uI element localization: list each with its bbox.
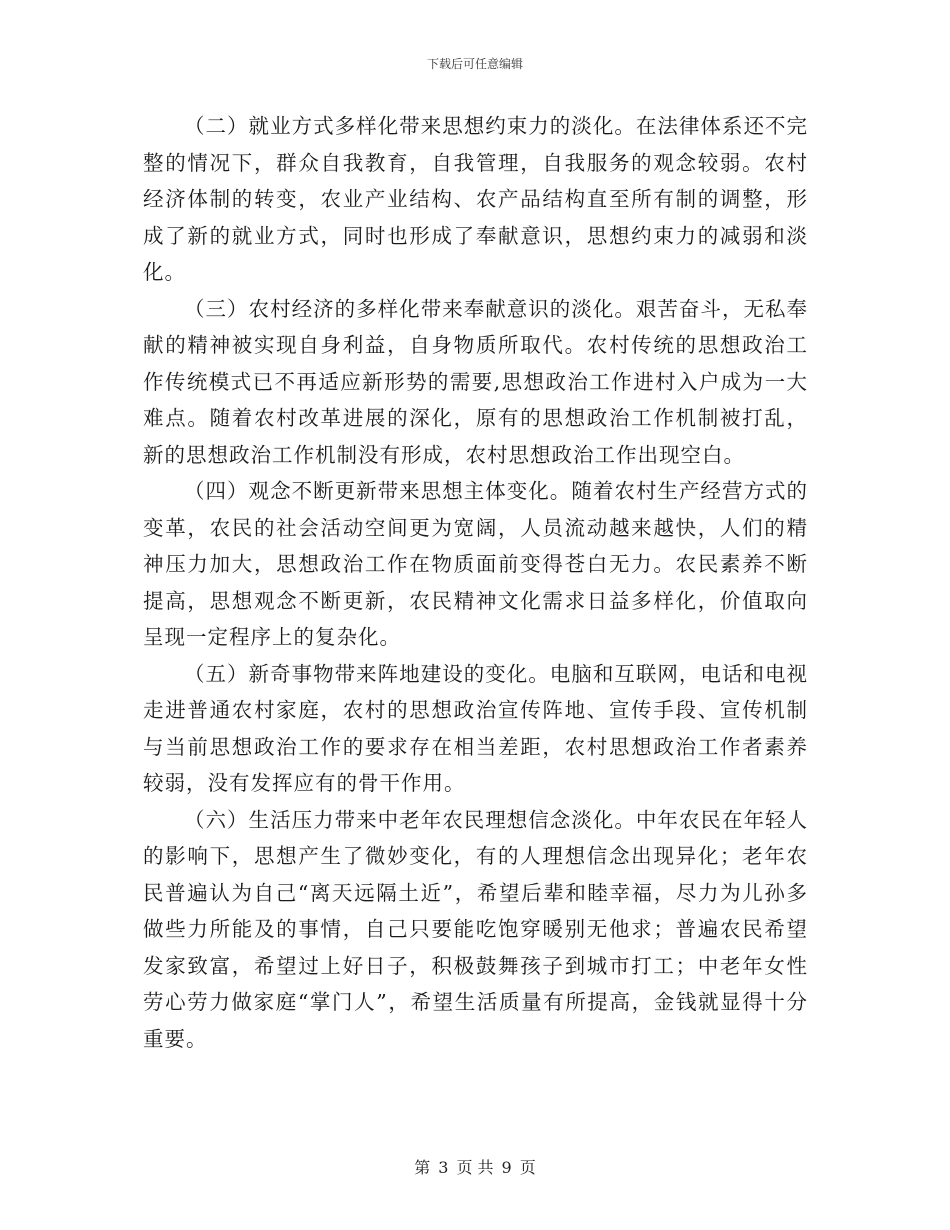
- footer-middle: 页 共: [456, 1158, 494, 1177]
- paragraph-5: （五）新奇事物带来阵地建设的变化。电脑和互联网，电话和电视走进普通农村家庭，农村的思想政治宣传阵地、宣传手段、宣传机制与当前思想政治工作的要求存在相当差距，农村思想政治工作者素养较弱，没有发挥应有的骨干作用。: [143, 661, 808, 795]
- paragraph-4: （四）观念不断更新带来思想主体变化。随着农村生产经营方式的变革，农民的社会活动空间更为宽阔，人员流动越来越快，人们的精神压力加大，思想政治工作在物质面前变得苍白无力。农民素养不断提高，思想观念不断更新，农民精神文化需求日益多样化，价值取向呈现一定程序上的复杂化。: [143, 479, 808, 649]
- paragraph-2: （二）就业方式多样化带来思想约束力的淡化。在法律体系还不完整的情况下，群众自我教育，自我管理，自我服务的观念较弱。农村经济体制的转变，农业产业结构、农产品结构直至所有制的调整，形成了新的就业方式，同时也形成了奉献意识，思想约束力的减弱和淡化。: [143, 114, 808, 284]
- footer-prefix: 第: [414, 1158, 431, 1177]
- document-body: [143, 108, 808, 1057]
- total-pages-number: 9: [501, 1158, 512, 1177]
- current-page-number: 3: [438, 1158, 449, 1177]
- footer-suffix: 页: [519, 1158, 536, 1177]
- paragraph-3: （三）农村经济的多样化带来奉献意识的淡化。艰苦奋斗，无私奉献的精神被实现自身利益，自身物质所取代。农村传统的思想政治工作传统模式已不再适应新形势的需要,思想政治工作进村入户成为一大难点。随着农村改革进展的深化，原有的思想政治工作机制被打乱，新的思想政治工作机制没有形成，农村思想政治工作出现空白。: [143, 296, 808, 467]
- paragraph-6: （六）生活压力带来中老年农民理想信念淡化。中年农民在年轻人的影响下，思想产生了微妙变化，有的人理想信念出现异化；老年农民普遍认为自己“离天远隔土近”，希望后辈和睦幸福，尽力为儿孙多做些力所能及的事情，自己只要能吃饱穿暖别无他求；普遍农民希望发家致富，希望过上好日子，积极鼓舞孩子到城市打工；中老年女性劳心劳力做家庭“掌门人”，希望生活质量有所提高，金钱就显得十分重要。: [143, 807, 808, 1051]
- page-footer: [0, 1155, 950, 1178]
- page-header: 下载后可任意编辑: [426, 57, 523, 71]
